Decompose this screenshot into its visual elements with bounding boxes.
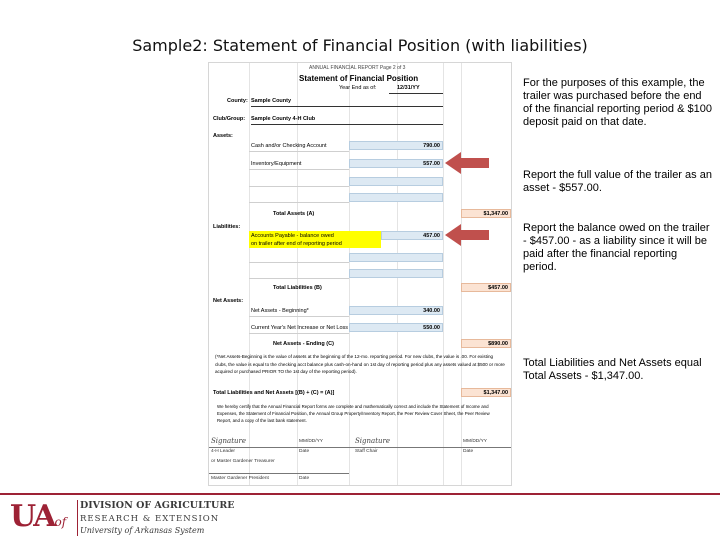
net-beginning-label: Net Assets - Beginning* <box>251 308 309 314</box>
date-placeholder-2: MM/DD/YY <box>463 439 487 444</box>
slide-title: Sample2: Statement of Financial Position (with liabilities) <box>132 36 588 55</box>
date-label-3: Date <box>299 476 310 481</box>
total-assets-value: $1,347.00 <box>483 211 508 217</box>
form-header: ANNUAL FINANCIAL REPORT Page 2 of 3 <box>309 65 406 71</box>
signature-staff: Signature <box>355 437 391 445</box>
liability-line1: Accounts Payable - balance owed <box>251 233 334 239</box>
county-label: County: <box>227 98 248 104</box>
explanation-asset: Report the full value of the trailer as an asset - $557.00. <box>523 169 712 194</box>
asset-cash-value: 790.00 <box>423 143 440 149</box>
year-end-label: Year End as of: <box>339 85 377 91</box>
explanation-total: Total Liabilities and Net Assets equal Total Assets - $1,347.00. <box>523 357 702 382</box>
total-assets-label: Total Assets (A) <box>273 211 315 217</box>
signature-leader: Signature <box>211 437 247 445</box>
form-title: Statement of Financial Position <box>299 74 419 83</box>
staff-chair-label: Staff Chair <box>355 449 378 454</box>
arrow-left-icon <box>445 224 489 246</box>
logo-of-text: of <box>54 515 67 529</box>
total-liab-net-value: $1,347.00 <box>483 390 508 396</box>
logo-separator <box>77 500 78 536</box>
asset-inventory-label: Inventory/Equipment <box>251 161 302 167</box>
date-label-1: Date <box>299 449 310 454</box>
assets-label: Assets: <box>213 133 233 139</box>
date-placeholder-1: MM/DD/YY <box>299 439 323 444</box>
club-value: Sample County 4-H Club <box>251 116 316 122</box>
arrow-left-icon <box>445 152 489 174</box>
total-liabilities-value: $457.00 <box>488 285 508 291</box>
gardener-president-label: Master Gardener President <box>211 476 269 481</box>
footer-divider <box>0 493 720 495</box>
footnote: (*Net Assets-Beginning is the value of assets at the beginning of the 12-mo. reporting period. For new clubs, the value is .00. For existing clubs, the value is equal to the checking acct balance plus cash-on-hand on 1st day of reporting period plus any assets valued at $500 or more acquired or purchased PRIOR TO the 1st day of the reporting period). <box>215 354 505 374</box>
net-ending-value: $890.00 <box>488 341 508 347</box>
date-label-2: Date <box>463 449 474 454</box>
leader-label: 4-H Leader <box>211 449 235 454</box>
gardener-treasurer-label: or Master Gardener Treasurer <box>211 459 275 464</box>
net-assets-label: Net Assets: <box>213 298 244 304</box>
logo-ua-text: UA <box>10 499 55 534</box>
net-ending-label: Net Assets - Ending (C) <box>273 341 334 347</box>
club-label: Club/Group: <box>213 116 246 122</box>
explanation-liability: Report the balance owed on the trailer - $457.00 - as a liability since it will be paid after the financial reporting period. <box>523 222 710 273</box>
net-increase-label: Current Year's Net Increase or Net Loss <box>251 325 349 331</box>
net-increase-value: 550.00 <box>423 325 440 331</box>
certify-text: We hereby certify that the Annual Financial Report forms are complete and mathematically correct and include the Statement of Income and Expenses, the Statement of Financial Position, the Annual Group Property/Inventory Report, the Peer Review Cover Sheet, the Peer Review Report, and a copy of the last bank statement. <box>217 404 490 423</box>
asset-inventory-value: 557.00 <box>423 161 440 167</box>
net-beginning-value: 340.00 <box>423 308 440 314</box>
liability-line2: on trailer after end of reporting period <box>251 241 342 247</box>
total-liabilities-label: Total Liabilities (B) <box>273 285 322 291</box>
financial-report-form <box>208 62 512 486</box>
logo-line1: DIVISION OF AGRICULTURE <box>80 500 235 511</box>
university-logo <box>10 499 66 534</box>
explanation-purchase: For the purposes of this example, the trailer was purchased before the end of the financial reporting period & $100 deposit paid on that date. <box>523 77 712 128</box>
liability-value: 457.00 <box>423 233 440 239</box>
asset-cash-label: Cash and/or Checking Account <box>251 143 327 149</box>
liabilities-label: Liabilities: <box>213 224 241 230</box>
logo-line2: RESEARCH & EXTENSION <box>80 514 220 524</box>
year-end-value: 12/31/YY <box>397 85 420 91</box>
county-value: Sample County <box>251 98 292 104</box>
logo-line3: University of Arkansas System <box>80 526 205 535</box>
total-liab-net-label: Total Liabilities and Net Assets [(B) + (C) = (A)] <box>213 390 335 396</box>
